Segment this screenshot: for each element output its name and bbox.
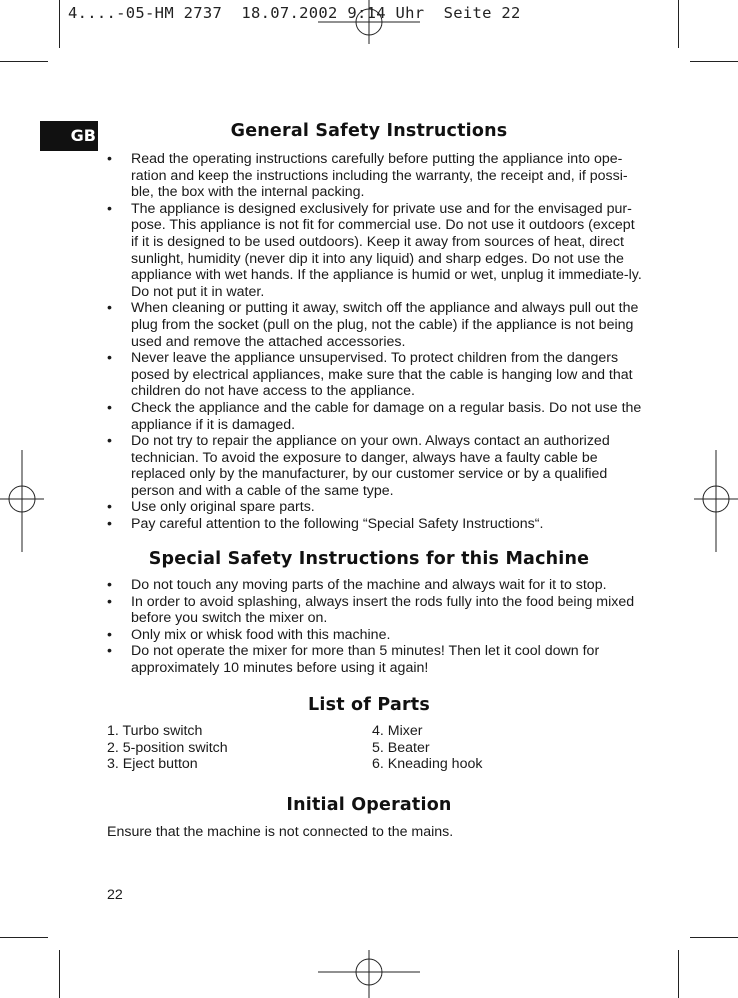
list-item: 1. Turbo switch	[107, 723, 203, 739]
list-item: • Read the operating instructions carefully before putting the appliance into ope-ration and keep the instructions including the warranty, the receipt and, if possi-ble, the box with the internal packing.	[107, 151, 642, 201]
registration-mark-left	[0, 450, 44, 552]
initial-operation-text: Ensure that the machine is not connected to the mains.	[107, 824, 454, 840]
print-header: 4....-05-HM 2737 18.07.2002 9:14 Uhr Seite 22	[68, 4, 521, 22]
crop-mark	[690, 937, 738, 938]
registration-mark-bottom	[318, 950, 420, 998]
list-item: • Pay careful attention to the following “Special Safety Instructions“.	[107, 516, 642, 533]
list-item: 6. Kneading hook	[372, 756, 483, 773]
list-item: 3. Eject button	[107, 756, 198, 773]
list-item: • Check the appliance and the cable for damage on a regular basis. Do not use the appliance if it is damaged.	[107, 400, 642, 433]
crop-mark	[690, 61, 738, 62]
parts-title: List of Parts	[308, 695, 430, 715]
registration-mark-right	[694, 450, 738, 552]
crop-mark	[0, 937, 48, 938]
list-item: • Only mix or whisk food with this machine.	[107, 627, 642, 644]
page-number: 22	[107, 887, 123, 903]
list-item: 2. 5-position switch	[107, 739, 228, 756]
list-item: • Never leave the appliance unsupervised. To protect children from the dangers posed by electrical appliances, make sure that the cable is hanging low and that children do not have access to the appliance.	[107, 350, 642, 400]
initial-operation-title: Initial Operation	[286, 795, 452, 815]
crop-mark	[678, 950, 679, 998]
special-safety-title: Special Safety Instructions for this Machine	[148, 549, 590, 569]
list-item: • Do not try to repair the appliance on your own. Always contact an authorized technician. To avoid the exposure to danger, always have a faulty cable be replaced only by the manufacturer, by our customer service or by a qualified person and with a cable of the same type.	[107, 433, 642, 499]
list-item: 5. Beater	[372, 739, 430, 756]
list-item: • When cleaning or putting it away, switch off the appliance and always pull out the plug from the socket (pull on the plug, not the cable) if the appliance is not being used and remove the attached accessories.	[107, 300, 642, 350]
special-safety-list	[107, 577, 642, 677]
parts-list-left	[107, 723, 228, 773]
crop-mark	[0, 61, 48, 62]
crop-mark	[59, 950, 60, 998]
list-item: • Use only original spare parts.	[107, 499, 642, 516]
parts-list-right	[372, 723, 482, 773]
list-item: 4. Mixer	[372, 723, 423, 739]
general-safety-title: General Safety Instructions	[230, 121, 508, 141]
list-item: • In order to avoid splashing, always insert the rods fully into the food being mixed before you switch the mixer on.	[107, 594, 642, 627]
list-item: • The appliance is designed exclusively for private use and for the envisaged pur-pose. This appliance is not fit for commercial use. Do not use it outdoors (except if it is designed to be used outdoors). Keep it away from sources of heat, direct sunlight, humidity (never dip it into any liquid) and sharp edges. Do not use the appliance with wet hands. If the appliance is humid or wet, unplug it immediate-ly. Do not put it in water.	[107, 201, 642, 301]
general-safety-list	[107, 151, 642, 533]
list-item: • Do not touch any moving parts of the machine and always wait for it to stop.	[107, 577, 642, 594]
crop-mark	[59, 0, 60, 48]
crop-mark	[678, 0, 679, 48]
language-tab: GB	[40, 121, 98, 151]
list-item: • Do not operate the mixer for more than 5 minutes! Then let it cool down for approximately 10 minutes before using it again!	[107, 643, 642, 676]
